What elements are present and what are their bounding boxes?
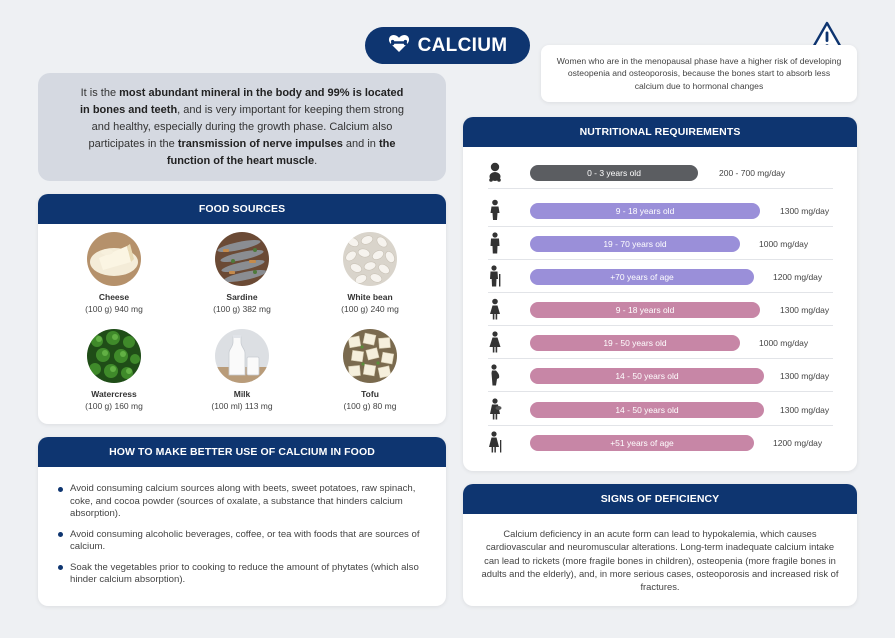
food-amount: (100 g) 80 mg bbox=[343, 401, 397, 411]
breastfeeding-woman-icon bbox=[488, 398, 502, 420]
page-title bbox=[365, 27, 530, 64]
age-group-bar: +70 years of age bbox=[530, 269, 754, 285]
dose-value: 200 - 700 mg/day bbox=[719, 167, 786, 178]
food-name: Watercress bbox=[91, 389, 137, 399]
dose-value: 1300 mg/day bbox=[780, 404, 830, 415]
age-group-bar: +51 years of age bbox=[530, 435, 754, 451]
old-woman-icon bbox=[488, 431, 502, 453]
dose-value: 1200 mg/day bbox=[773, 437, 823, 448]
age-group-bar: 0 - 3 years old bbox=[530, 165, 698, 181]
boy-icon bbox=[488, 199, 502, 221]
food-amount: (100 g) 160 mg bbox=[85, 401, 143, 411]
food-name: Sardine bbox=[226, 292, 258, 302]
calcium-tips-card bbox=[38, 437, 446, 606]
intro-text: It is the most abundant mineral in the body and 99% is located in bones and teeth, and is very important for keeping them strong and healthy, especially during the growth phase. Calcium also participates in the transmission of nerve impulses and in the function of the heart muscle. bbox=[79, 86, 405, 167]
age-group-bar: 14 - 50 years old bbox=[530, 368, 764, 384]
nutritional-requirements-card bbox=[463, 117, 857, 471]
tip-item: Soak the vegetables prior to cooking to reduce the amount of phytates (which also hinder calcium absorption). bbox=[58, 562, 428, 587]
food-name: Milk bbox=[233, 389, 251, 399]
milk-image bbox=[215, 329, 269, 383]
nutrition-title: NUTRITIONAL REQUIREMENTS bbox=[463, 117, 857, 147]
warning-text: Women who are in the menopausal phase have a higher risk of developing osteopenia and osteoporosis, because the bones start to absorb less calcium due to hormonal changes bbox=[556, 55, 842, 91]
cheese-image bbox=[87, 232, 141, 286]
sardine-image bbox=[215, 232, 269, 286]
nutrition-row-old-woman bbox=[488, 426, 833, 459]
menopause-warning bbox=[541, 45, 857, 102]
food-item-milk bbox=[178, 329, 306, 424]
bone-heart-icon bbox=[388, 33, 410, 59]
food-amount: (100 g) 382 mg bbox=[213, 304, 271, 314]
girl-icon bbox=[488, 298, 502, 320]
nutrition-row-woman bbox=[488, 326, 833, 359]
nutrition-row-man bbox=[488, 227, 833, 260]
age-group-bar: 14 - 50 years old bbox=[530, 402, 764, 418]
food-name: Cheese bbox=[98, 292, 130, 302]
nutrition-row-boy bbox=[488, 194, 833, 227]
nutrition-row-girl bbox=[488, 293, 833, 326]
tips-title: HOW TO MAKE BETTER USE OF CALCIUM IN FOOD bbox=[38, 437, 446, 467]
food-item-watercress bbox=[50, 329, 178, 424]
white-bean-image bbox=[343, 232, 397, 286]
tips-list bbox=[38, 467, 446, 587]
food-item-cheese bbox=[50, 232, 178, 329]
age-group-bar: 19 - 70 years old bbox=[530, 236, 740, 252]
nutrition-row-breastfeeding bbox=[488, 393, 833, 426]
intro-box bbox=[38, 73, 446, 181]
age-group-bar: 19 - 50 years old bbox=[530, 335, 740, 351]
woman-icon bbox=[488, 331, 502, 353]
food-item-white-bean bbox=[306, 232, 434, 329]
food-amount: (100 g) 240 mg bbox=[341, 304, 399, 314]
nutrition-row-old-man bbox=[488, 260, 833, 293]
man-icon bbox=[488, 232, 502, 254]
title-text: CALCIUM bbox=[417, 34, 508, 56]
food-name: White bean bbox=[347, 292, 393, 302]
food-amount: (100 g) 940 mg bbox=[85, 304, 143, 314]
signs-of-deficiency-card bbox=[463, 484, 857, 606]
watercress-image bbox=[87, 329, 141, 383]
food-amount: (100 ml) 113 mg bbox=[211, 401, 273, 411]
deficiency-title: SIGNS OF DEFICIENCY bbox=[463, 484, 857, 514]
food-item-sardine bbox=[178, 232, 306, 329]
dose-value: 1200 mg/day bbox=[773, 271, 823, 282]
age-group-bar: 9 - 18 years old bbox=[530, 203, 760, 219]
row-divider bbox=[488, 188, 833, 189]
tip-item: Avoid consuming alcoholic beverages, coffee, or tea with foods that are sources of calcium. bbox=[58, 529, 428, 554]
food-sources-card bbox=[38, 194, 446, 424]
food-name: Tofu bbox=[361, 389, 379, 399]
deficiency-text: Calcium deficiency in an acute form can lead to hypokalemia, which causes cardiovascular and neuromuscular alterations. Long-term inadequate calcium intake can lead to rickets (more fragile bones in children), osteopenia (more fragile bones in adults and the elderly), and, in more serious cases, osteoporosis and increased risk of fractures. bbox=[481, 528, 839, 593]
dose-value: 1000 mg/day bbox=[759, 337, 809, 348]
row-divider bbox=[488, 391, 833, 392]
old-man-icon bbox=[488, 265, 502, 287]
baby-icon bbox=[488, 161, 502, 183]
tip-item: Avoid consuming calcium sources along with beets, sweet potatoes, raw spinach, coke, and cocoa powder (sources of oxalate, a substance that hinders calcium absorption). bbox=[58, 483, 428, 521]
age-group-bar: 9 - 18 years old bbox=[530, 302, 760, 318]
food-item-tofu bbox=[306, 329, 434, 424]
dose-value: 1300 mg/day bbox=[780, 304, 830, 315]
nutrition-row-baby bbox=[488, 156, 833, 189]
food-sources-title: FOOD SOURCES bbox=[38, 194, 446, 224]
dose-value: 1300 mg/day bbox=[780, 370, 830, 381]
nutrition-row-pregnant bbox=[488, 359, 833, 392]
pregnant-woman-icon bbox=[488, 364, 502, 386]
dose-value: 1000 mg/day bbox=[759, 238, 809, 249]
dose-value: 1300 mg/day bbox=[780, 205, 830, 216]
tofu-image bbox=[343, 329, 397, 383]
